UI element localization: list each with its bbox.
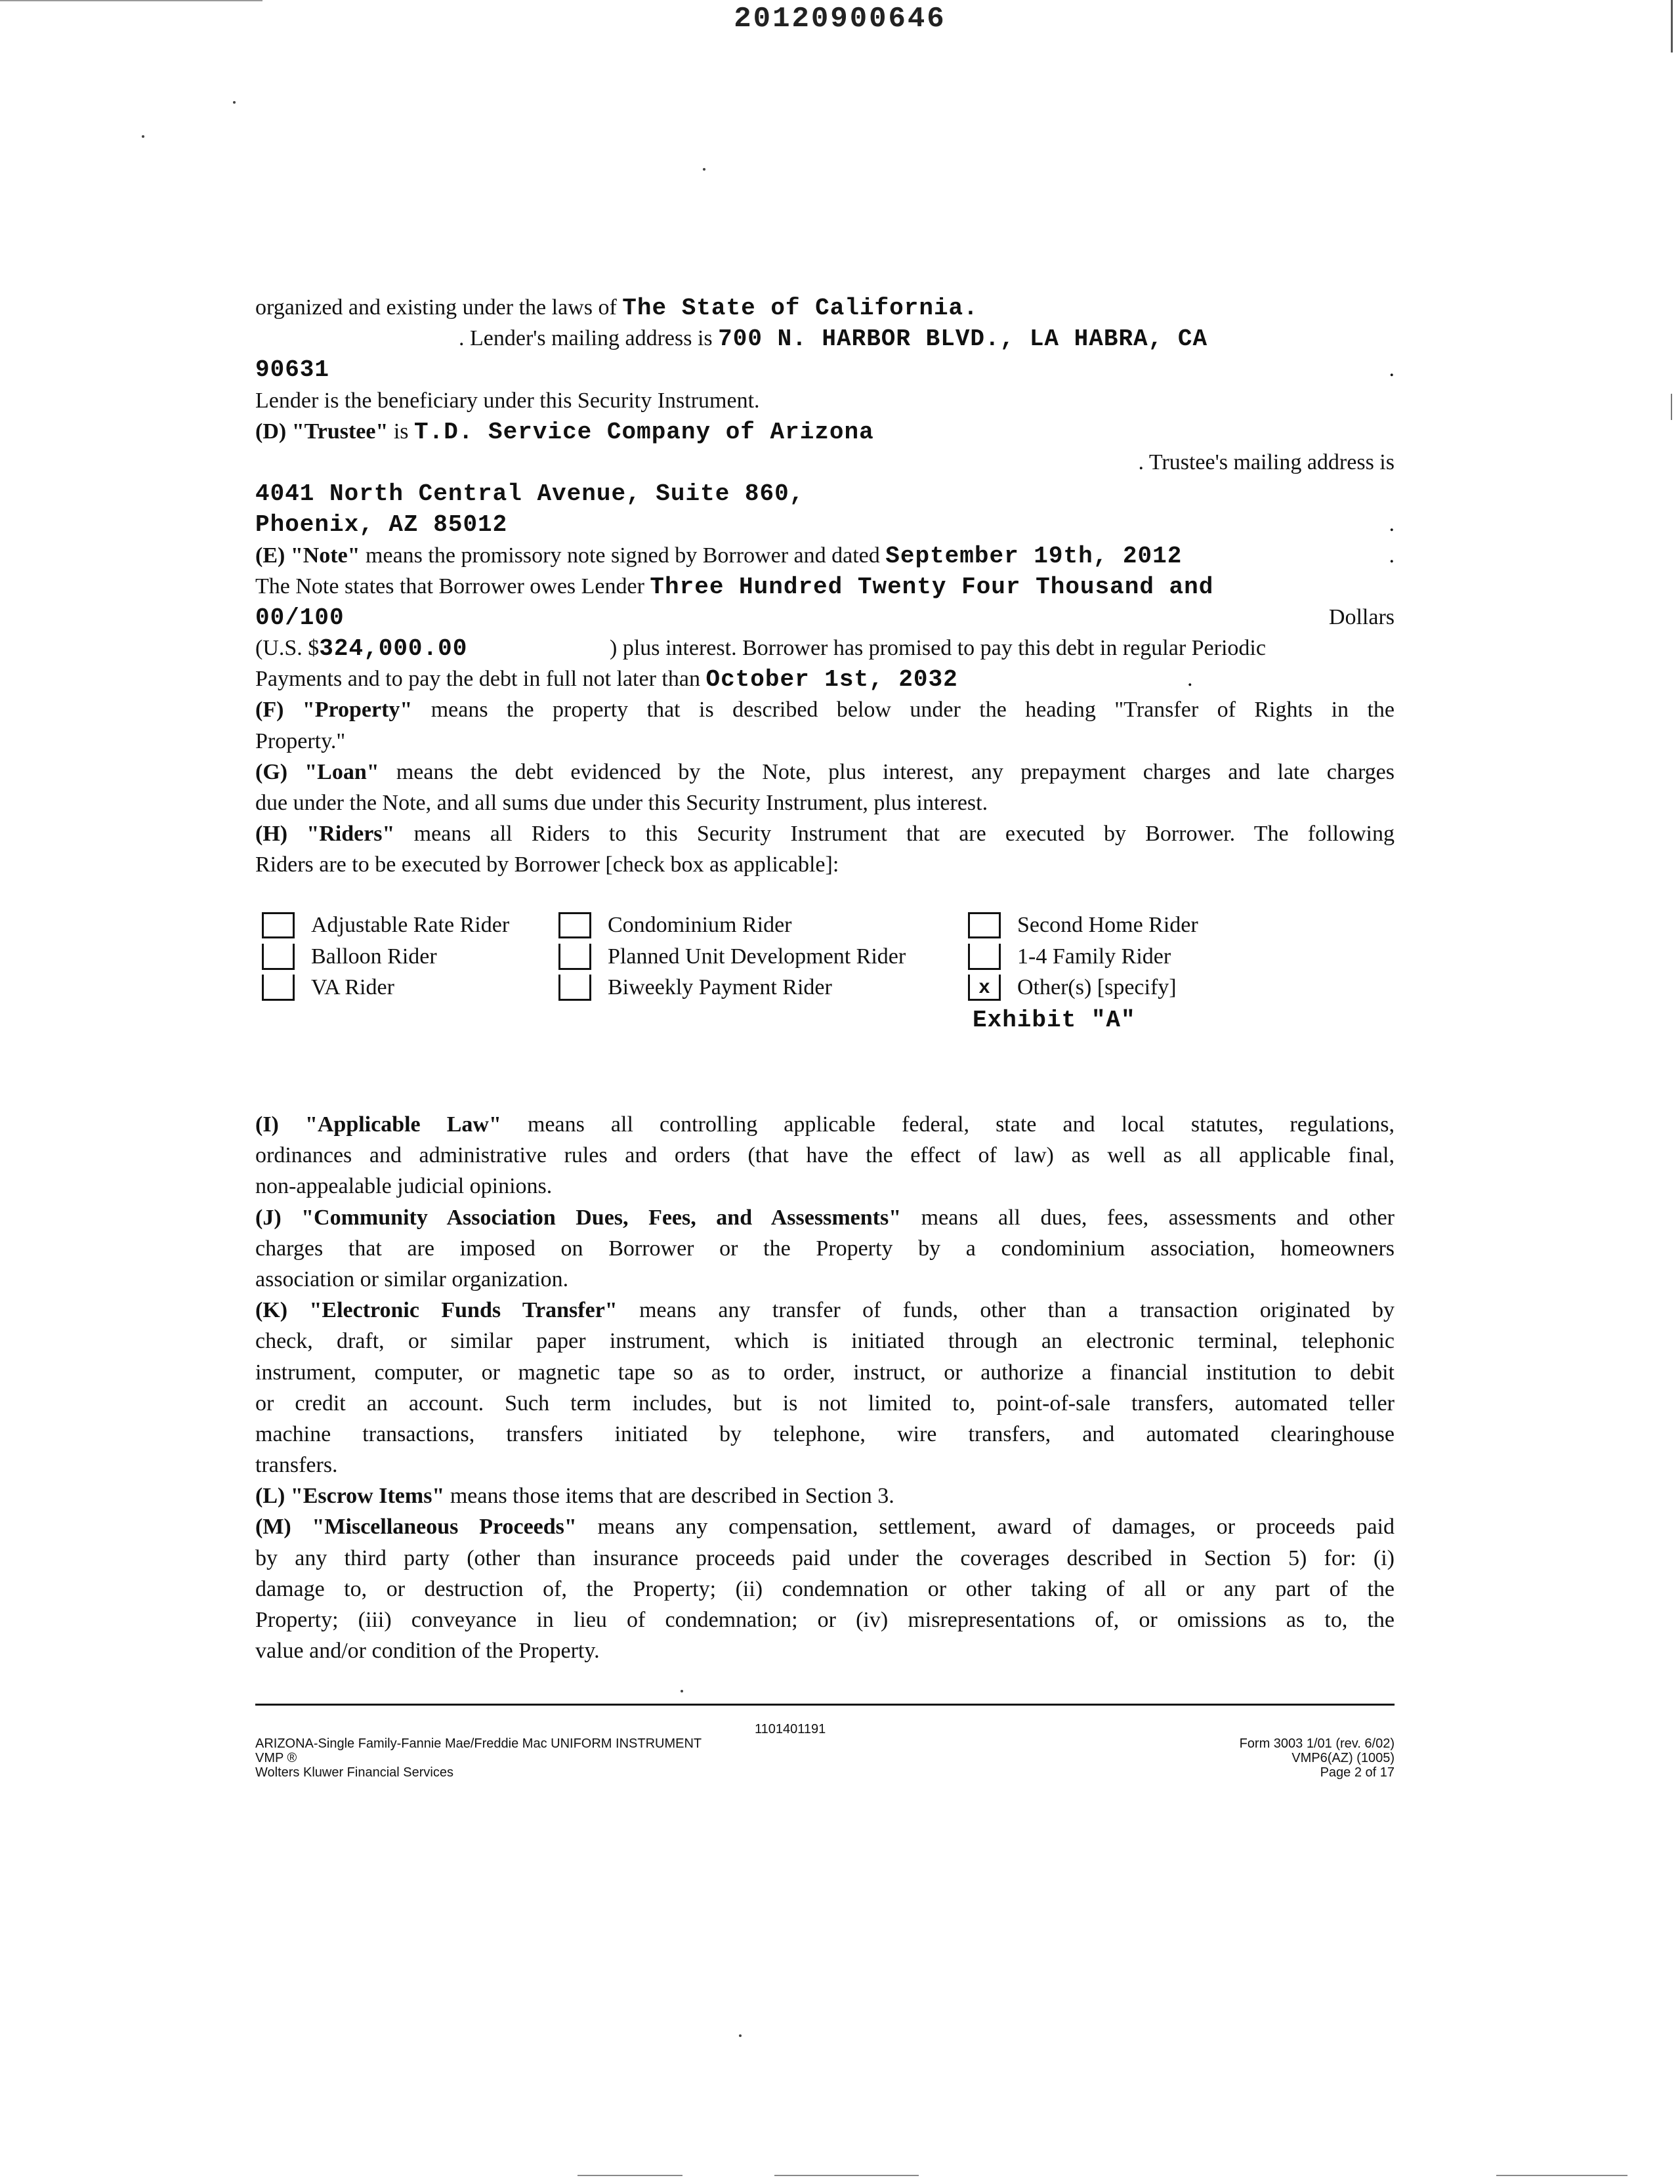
line-cents: 00/100 Dollars [255, 604, 1395, 631]
rider-condominium: Condominium Rider [558, 910, 906, 941]
def-m-line-1: (M) "Miscellaneous Proceeds" means any compensation, settlement, award of damages, or proceeds paid [255, 1515, 1395, 1540]
checkbox-adjustable-rate[interactable] [262, 912, 295, 938]
def-k-line-1: (K) "Electronic Funds Transfer" means any transfer of funds, other than a transaction originated by [255, 1298, 1395, 1323]
typed-trustee-street: 4041 North Central Avenue, Suite 860, [255, 480, 805, 508]
line-loan: (G) "Loan" means the debt evidenced by the Note, plus interest, any prepayment charges and late charges [255, 759, 1395, 784]
scan-edge-bottom [774, 2175, 919, 2176]
line-trustee-street [255, 478, 1395, 509]
rider-other: x Other(s) [specify] [968, 972, 1198, 1003]
line-organized: organized and existing under the laws of The State of California. [255, 295, 978, 322]
line-riders-cont: Riders are to be executed by Borrower [check box as applicable]: [255, 852, 839, 877]
def-k-line-4: or credit an account. Such term includes, but is not limited to, point-of-sale transfers, automated teller [255, 1391, 1395, 1416]
def-j-line-2: charges that are imposed on Borrower or the Property by a condominium association, homeowners [255, 1236, 1395, 1261]
rider-va: VA Rider [262, 972, 509, 1003]
line-riders: (H) "Riders" means all Riders to this Security Instrument that are executed by Borrower. The following [255, 822, 1395, 847]
line-beneficiary: Lender is the beneficiary under this Security Instrument. [255, 388, 760, 413]
line-lender-address: . Lender's mailing address is 700 N. HARBOR BLVD., LA HABRA, CA [459, 326, 1208, 353]
scan-speck [703, 168, 705, 171]
footer-publisher: Wolters Kluwer Financial Services [255, 1765, 453, 1780]
typed-lender-address: 700 N. HARBOR BLVD., LA HABRA, CA [718, 326, 1208, 353]
checkbox-second-home[interactable] [968, 912, 1001, 938]
footer-left [255, 1736, 702, 1780]
checkbox-pud[interactable] [558, 944, 591, 970]
def-m-line-4: Property; (iii) conveyance in lieu of condemnation; or (iv) misrepresentations of, or omissions as to, the [255, 1608, 1395, 1632]
rider-second-home: Second Home Rider [968, 910, 1198, 941]
line-note-amount: The Note states that Borrower owes Lender Three Hundred Twenty Four Thousand and [255, 573, 1214, 600]
scan-edge-bottom [578, 2175, 682, 2176]
checkbox-other-checked[interactable]: x [968, 975, 1001, 1001]
typed-amount-words: Three Hundred Twenty Four Thousand and [650, 573, 1214, 600]
scan-speck [142, 135, 144, 138]
footer-rule [255, 1704, 1395, 1706]
footer-right [1240, 1736, 1395, 1780]
rider-pud: Planned Unit Development Rider [558, 941, 906, 973]
footer-vmp: VMP ® [255, 1751, 297, 1765]
riders-column-3 [968, 910, 1198, 1003]
def-k-line-5: machine transactions, transfers initiated by telephone, wire transfers, and automated clearinghouse [255, 1421, 1395, 1446]
footer-instrument-title: ARIZONA-Single Family-Fannie Mae/Freddie Mac UNIFORM INSTRUMENT [255, 1736, 702, 1751]
line-property: (F) "Property" means the property that is described below under the heading "Transfer of Rights in the [255, 698, 1395, 723]
scan-speck [681, 1690, 683, 1692]
line-trustee: (D) "Trustee" is T.D. Service Company of Arizona [255, 418, 874, 446]
checkbox-biweekly[interactable] [558, 975, 591, 1001]
typed-trustee-city: Phoenix, AZ 85012 [255, 511, 508, 539]
line-property-cont: Property." [255, 728, 346, 753]
scan-speck [233, 101, 236, 104]
typed-trustee: T.D. Service Company of Arizona [414, 418, 874, 446]
def-m-line-2: by any third party (other than insurance proceeds paid under the coverages described in Section 5) for: (i) [255, 1545, 1395, 1570]
def-i-line-1: (I) "Applicable Law" means all controlling applicable federal, state and local statutes, regulations, [255, 1112, 1395, 1137]
checkbox-balloon[interactable] [262, 944, 295, 970]
typed-lender-zip: 90631 [255, 356, 330, 384]
typed-state: The State of California. [622, 295, 978, 322]
line-loan-cont: due under the Note, and all sums due under this Security Instrument, plus interest. [255, 791, 988, 815]
line-note: (E) "Note" means the promissory note signed by Borrower and dated September 19th, 2012 . [255, 542, 1395, 570]
line-maturity: Payments and to pay the debt in full not later than October 1st, 2032 . [255, 666, 1193, 694]
line-trustee-city: Phoenix, AZ 85012 . [255, 511, 1395, 539]
rider-biweekly: Biweekly Payment Rider [558, 972, 906, 1003]
def-m-line-3: damage to, or destruction of, the Property; (ii) condemnation or other taking of all or any part of the [255, 1576, 1395, 1601]
typed-note-date: September 19th, 2012 [885, 542, 1183, 570]
line-us-amount: (U.S. $324,000.00 ) plus interest. Borrower has promised to pay this debt in regular Periodic [255, 635, 1266, 663]
line-zip: 90631 . [255, 356, 1395, 384]
typed-maturity-date: October 1st, 2032 [705, 666, 958, 694]
def-k-line-2: check, draft, or similar paper instrument, which is initiated through an electronic terminal, telephonic [255, 1329, 1395, 1354]
checkbox-va[interactable] [262, 975, 295, 1001]
scan-edge-top [0, 0, 262, 1]
def-k-line-3: instrument, computer, or magnetic tape so as to order, instruct, or authorize a financial institution to debit [255, 1360, 1395, 1385]
typed-cents: 00/100 [255, 604, 345, 631]
def-m-line-5: value and/or condition of the Property. [255, 1639, 600, 1664]
typed-other-specify: Exhibit "A" [973, 1007, 1136, 1034]
checkbox-1-4-family[interactable] [968, 944, 1001, 970]
scan-speck [739, 2034, 742, 2037]
def-k-line-6: transfers. [255, 1453, 338, 1478]
def-j-line-3: association or similar organization. [255, 1267, 569, 1292]
riders-column-2 [558, 910, 906, 1003]
definitions-i-to-m [255, 1109, 1395, 1666]
rider-adjustable-rate: Adjustable Rate Rider [262, 910, 509, 941]
footer-form-number: Form 3003 1/01 (rev. 6/02) [1239, 1736, 1395, 1751]
rider-1-4-family: 1-4 Family Rider [968, 941, 1198, 973]
footer-vmp-code: VMP6(AZ) (1005) [1292, 1751, 1395, 1765]
scan-edge-right-mark [1671, 394, 1672, 420]
def-j-line-1: (J) "Community Association Dues, Fees, and Assessments" means all dues, fees, assessments and other [255, 1205, 1395, 1230]
recording-number: 20120900646 [734, 3, 946, 35]
def-i-line-2: ordinances and administrative rules and orders (that have the effect of law) as well as all applicable final, [255, 1143, 1395, 1168]
checkbox-condominium[interactable] [558, 912, 591, 938]
typed-amount: 324,000.00 [319, 635, 468, 663]
def-l-line-1: (L) "Escrow Items" means those items that are described in Section 3. [255, 1484, 894, 1509]
footer-loan-number: 1101401191 [755, 1722, 826, 1736]
definitions-continued [255, 292, 1395, 881]
rider-balloon: Balloon Rider [262, 941, 509, 973]
footer-page-number: Page 2 of 17 [1320, 1765, 1395, 1780]
scan-edge-bottom [1496, 2175, 1628, 2176]
def-i-line-3: non-appealable judicial opinions. [255, 1174, 553, 1199]
line-trustee-address-label: . Trustee's mailing address is [1138, 450, 1395, 474]
riders-column-1 [262, 910, 509, 1003]
